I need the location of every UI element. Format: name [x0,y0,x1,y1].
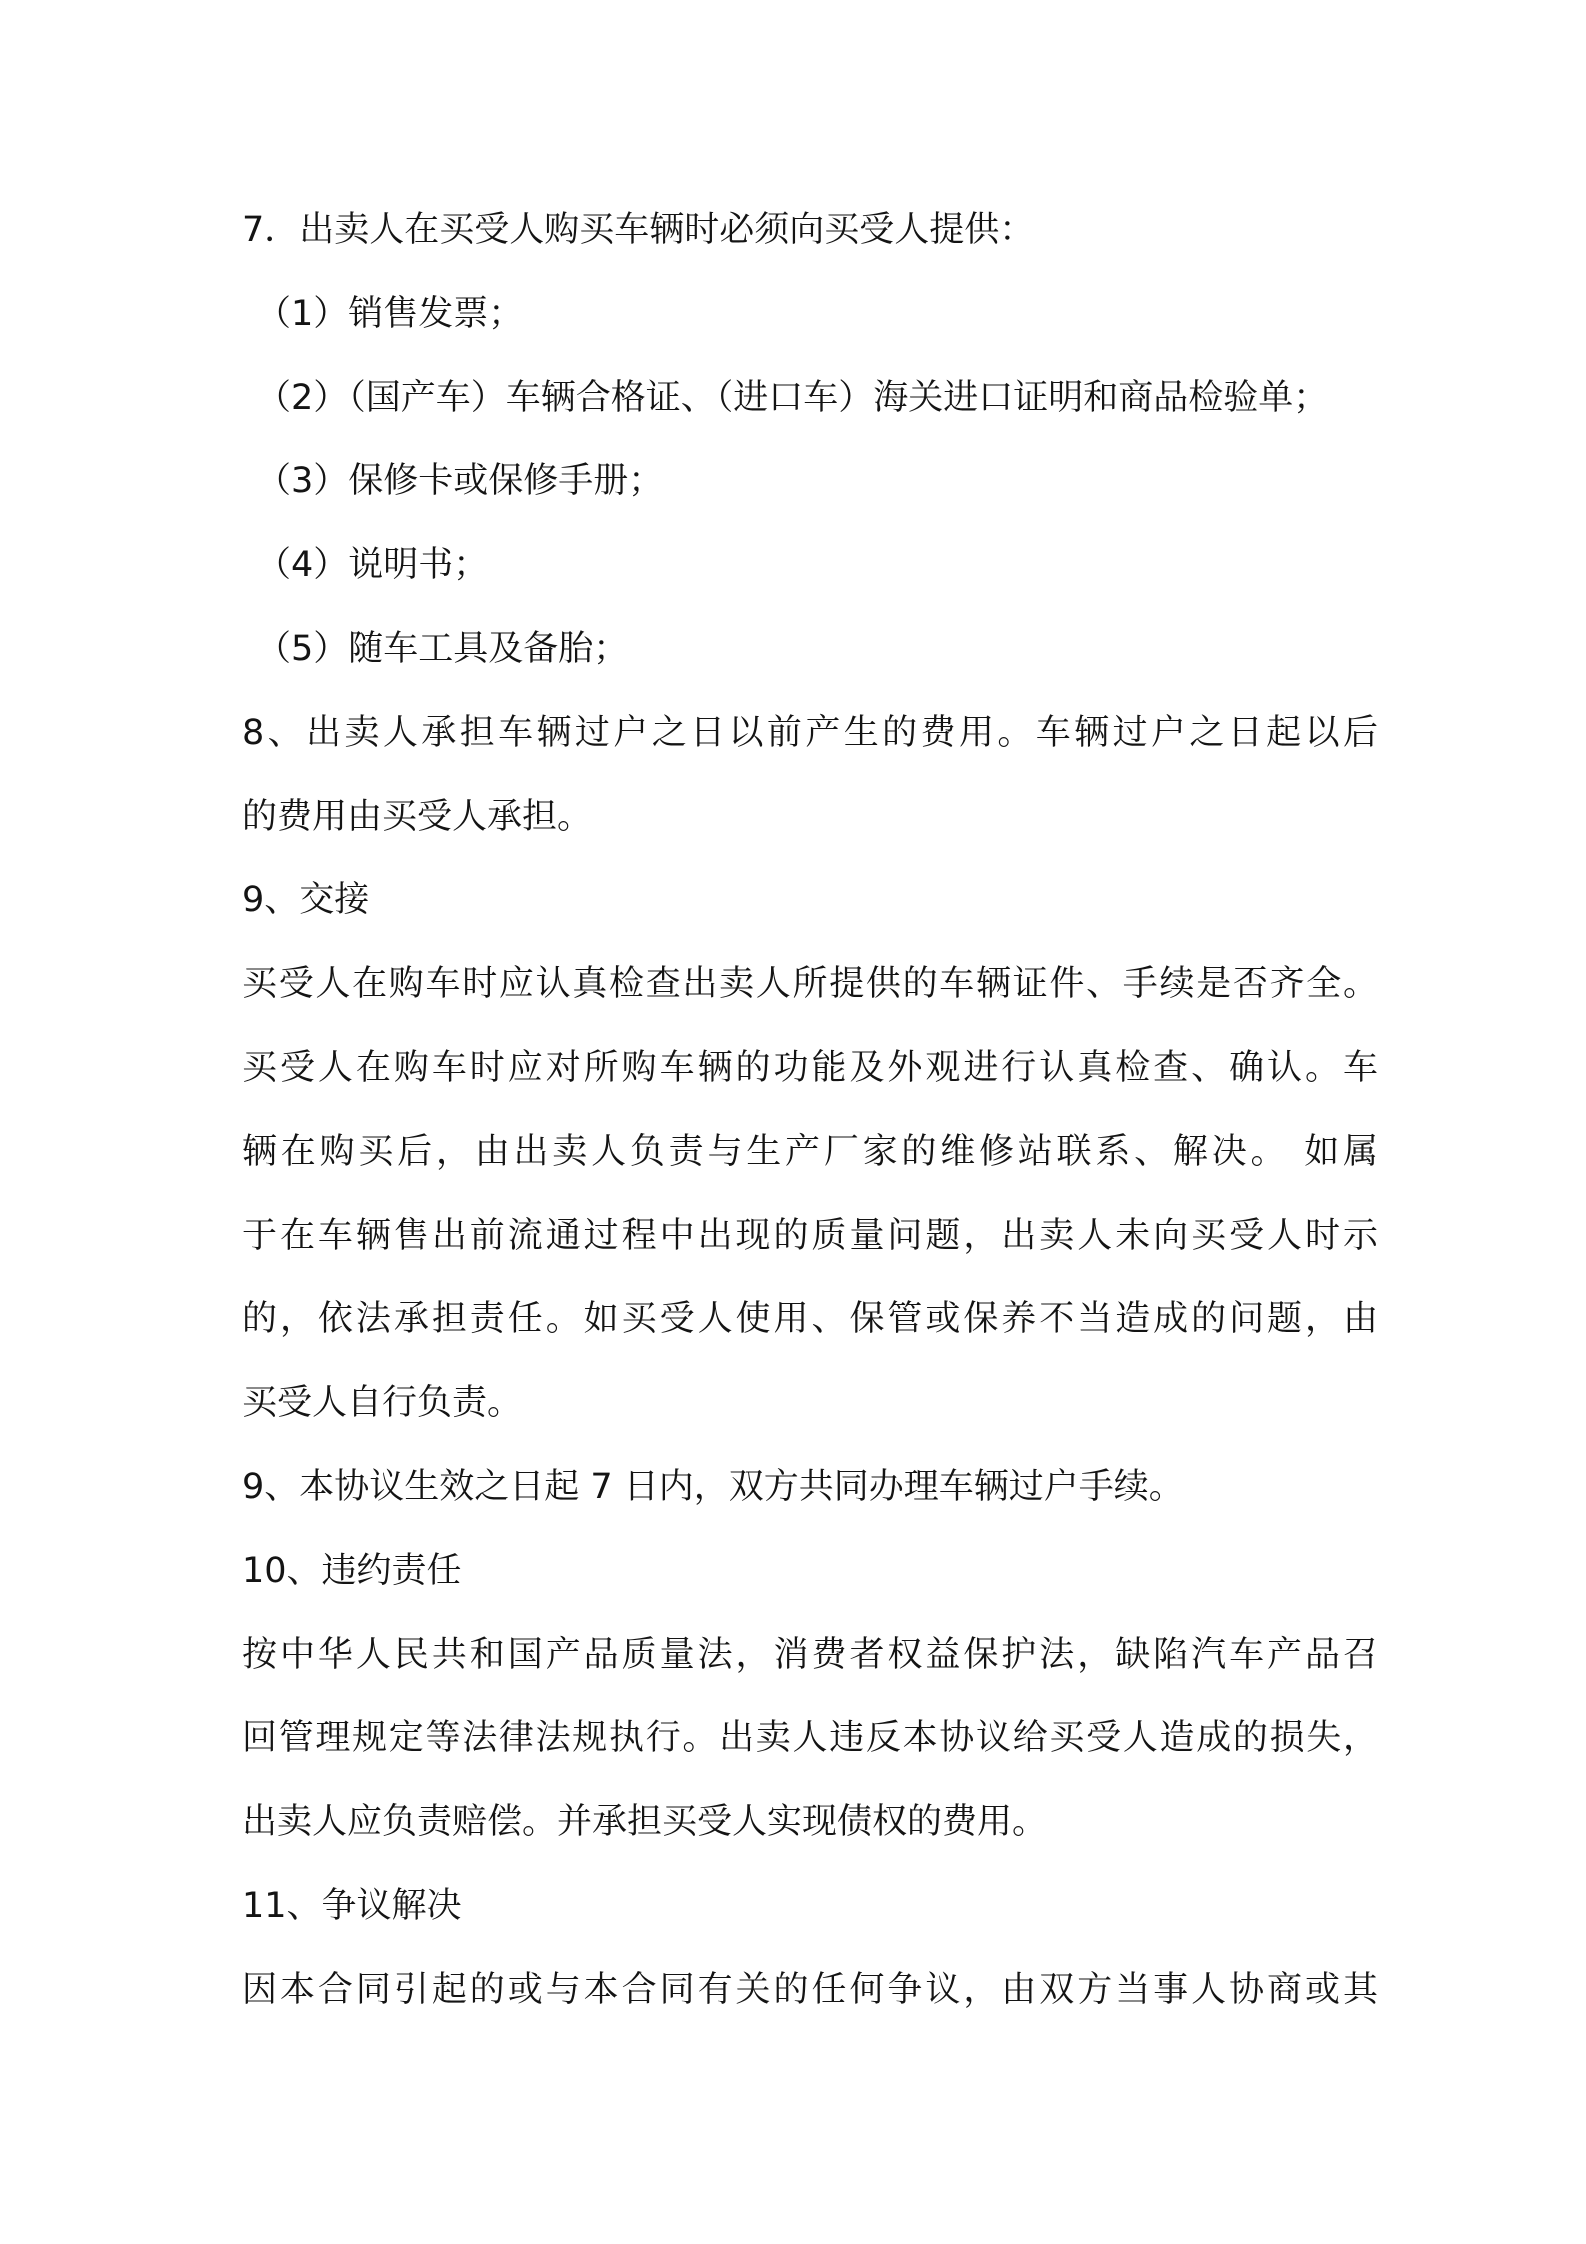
clause-9-text-line: 于在车辆售出前流通过程中出现的质量问题，出卖人未向买受人时示 [242,1215,1378,1256]
clause-8-text-line: 8、出卖人承担车辆过户之日以前产生的费用。车辆过户之日起以后 [242,712,1378,753]
clause-10-heading: 10、违约责任 [242,1550,462,1591]
clause-11 [242,1865,1378,2033]
clause-10-text-line: 回管理规定等法律法规执行。出卖人违反本协议给买受人造成的损失， [242,1718,1378,1759]
clause-9-handover [242,859,1378,1446]
clause-9-text-line: 辆在购买后，由出卖人负责与生产厂家的维修站联系、解决。 如属 [242,1131,1378,1172]
clause-9-heading: 9、交接 [242,880,370,921]
clause-9-transfer [242,1446,1378,1530]
clause-11-heading: 11、争议解决 [242,1885,462,1926]
clause-8 [242,692,1378,860]
clause-7-list-item: （2）（国产车）车辆合格证、（进口车）海关进口证明和商品检验单； [256,377,1329,418]
clause-9-transfer-line: 9、本协议生效之日起 7 日内，双方共同办理车辆过户手续。 [242,1466,1184,1507]
clause-10-text-line: 出卖人应负责赔偿。并承担买受人实现债权的费用。 [242,1802,1048,1843]
clause-7-heading: 7．出卖人在买受人购买车辆时必须向买受人提供： [242,210,1035,250]
clause-11-text-line: 因本合同引起的或与本合同有关的任何争议，由双方当事人协商或其 [242,1969,1378,2010]
clause-10-text-line: 按中华人民共和国产品质量法，消费者权益保护法，缺陷汽车产品召 [242,1634,1378,1675]
clause-7-list-item: （4）说明书； [256,545,489,586]
document-page [242,189,1378,2033]
clause-7-list-item: （3）保修卡或保修手册； [256,461,664,502]
clause-9-text-line: 买受人自行负责。 [242,1383,523,1424]
clause-9-text-line: 买受人在购车时应对所购车辆的功能及外观进行认真检查、确认。车 [242,1047,1378,1088]
clause-9-text-line: 的，依法承担责任。如买受人使用、保管或保养不当造成的问题，由 [242,1299,1378,1340]
clause-7 [242,189,1378,692]
clause-7-list-item: （1）销售发票； [256,293,524,334]
clause-9-text-line: 买受人在购车时应认真检查出卖人所提供的车辆证件、手续是否齐全。 [242,964,1378,1005]
clause-10 [242,1530,1378,1865]
clause-7-list-item: （5）随车工具及备胎； [256,628,629,669]
clause-8-text-line: 的费用由买受人承担。 [242,796,593,837]
